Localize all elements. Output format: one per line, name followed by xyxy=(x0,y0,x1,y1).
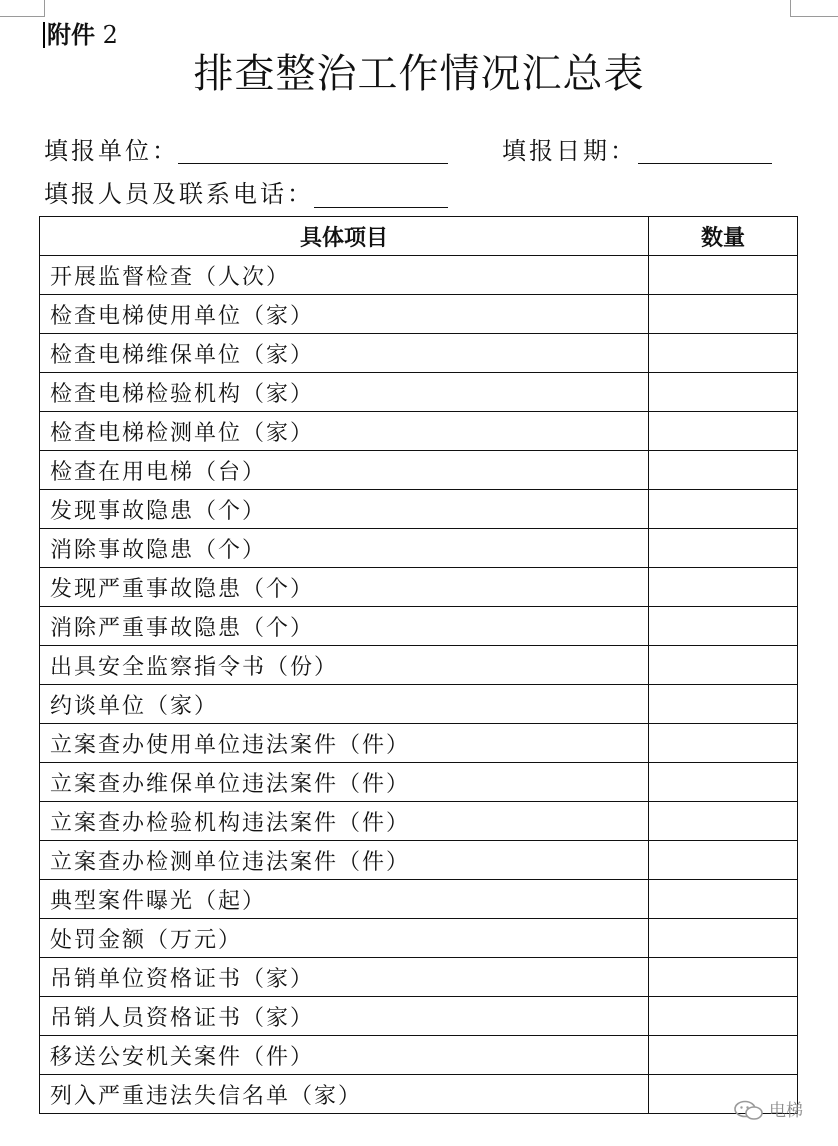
table-header-row xyxy=(40,217,798,256)
quantity-cell[interactable] xyxy=(649,841,798,880)
item-cell: 检查在用电梯（台） xyxy=(40,451,649,490)
watermark-text: 电梯 xyxy=(769,1101,803,1121)
table-row xyxy=(40,685,798,724)
table-row xyxy=(40,334,798,373)
quantity-cell[interactable] xyxy=(649,334,798,373)
quantity-cell[interactable] xyxy=(649,412,798,451)
item-cell: 消除事故隐患（个） xyxy=(40,529,649,568)
item-cell: 处罚金额（万元） xyxy=(40,919,649,958)
item-cell: 发现事故隐患（个） xyxy=(40,490,649,529)
quantity-cell[interactable] xyxy=(649,451,798,490)
table-row xyxy=(40,802,798,841)
attachment-number: 2 xyxy=(102,21,118,49)
quantity-cell[interactable] xyxy=(649,880,798,919)
table-row xyxy=(40,646,798,685)
quantity-cell[interactable] xyxy=(649,256,798,295)
item-cell: 典型案件曝光（起） xyxy=(40,880,649,919)
quantity-cell[interactable] xyxy=(649,685,798,724)
quantity-cell[interactable] xyxy=(649,490,798,529)
item-cell: 列入严重违法失信名单（家） xyxy=(40,1075,649,1114)
item-cell: 开展监督检查（人次） xyxy=(40,256,649,295)
quantity-cell[interactable] xyxy=(649,295,798,334)
item-cell: 立案查办维保单位违法案件（件） xyxy=(40,763,649,802)
table-row xyxy=(40,529,798,568)
item-cell: 发现严重事故隐患（个） xyxy=(40,568,649,607)
summary-table xyxy=(39,216,798,1114)
quantity-cell[interactable] xyxy=(649,724,798,763)
table-row xyxy=(40,919,798,958)
date-label: 填报日期： xyxy=(502,137,637,165)
table-row xyxy=(40,568,798,607)
quantity-cell[interactable] xyxy=(649,646,798,685)
table-row xyxy=(40,841,798,880)
item-cell: 检查电梯使用单位（家） xyxy=(40,295,649,334)
table-row xyxy=(40,763,798,802)
page-corner-mark-left xyxy=(0,0,45,17)
table-row xyxy=(40,1075,798,1114)
header-quantity: 数量 xyxy=(649,217,798,256)
date-input-line[interactable] xyxy=(638,163,772,164)
table-row xyxy=(40,958,798,997)
item-cell: 消除严重事故隐患（个） xyxy=(40,607,649,646)
person-input-line[interactable] xyxy=(314,207,448,208)
table-row xyxy=(40,724,798,763)
attachment-word: 附件 xyxy=(47,21,95,49)
item-cell: 检查电梯检测单位（家） xyxy=(40,412,649,451)
item-cell: 检查电梯检验机构（家） xyxy=(40,373,649,412)
item-cell: 检查电梯维保单位（家） xyxy=(40,334,649,373)
table-row xyxy=(40,1036,798,1075)
item-cell: 立案查办检验机构违法案件（件） xyxy=(40,802,649,841)
text-cursor xyxy=(43,22,45,48)
table-row xyxy=(40,256,798,295)
item-cell: 出具安全监察指令书（份） xyxy=(40,646,649,685)
quantity-cell[interactable] xyxy=(649,802,798,841)
wechat-icon xyxy=(733,1100,765,1122)
table-row xyxy=(40,607,798,646)
table-row xyxy=(40,373,798,412)
unit-label: 填报单位： xyxy=(44,137,179,165)
document-title: 排查整治工作情况汇总表 xyxy=(193,51,645,97)
quantity-cell[interactable] xyxy=(649,1036,798,1075)
item-cell: 移送公安机关案件（件） xyxy=(40,1036,649,1075)
item-cell: 吊销单位资格证书（家） xyxy=(40,958,649,997)
quantity-cell[interactable] xyxy=(649,763,798,802)
item-cell: 约谈单位（家） xyxy=(40,685,649,724)
quantity-cell[interactable] xyxy=(649,373,798,412)
table-row xyxy=(40,880,798,919)
item-cell: 立案查办检测单位违法案件（件） xyxy=(40,841,649,880)
quantity-cell[interactable] xyxy=(649,919,798,958)
item-cell: 吊销人员资格证书（家） xyxy=(40,997,649,1036)
header-item: 具体项目 xyxy=(40,217,649,256)
table-row xyxy=(40,295,798,334)
quantity-cell[interactable] xyxy=(649,997,798,1036)
quantity-cell[interactable] xyxy=(649,529,798,568)
person-label: 填报人员及联系电话： xyxy=(44,180,314,208)
table-row xyxy=(40,490,798,529)
quantity-cell[interactable] xyxy=(649,958,798,997)
unit-input-line[interactable] xyxy=(178,163,448,164)
table-row xyxy=(40,451,798,490)
quantity-cell[interactable] xyxy=(649,607,798,646)
item-cell: 立案查办使用单位违法案件（件） xyxy=(40,724,649,763)
quantity-cell[interactable] xyxy=(649,568,798,607)
table-row xyxy=(40,412,798,451)
watermark xyxy=(733,1096,803,1122)
page-corner-mark-right xyxy=(790,0,838,17)
table-row xyxy=(40,997,798,1036)
